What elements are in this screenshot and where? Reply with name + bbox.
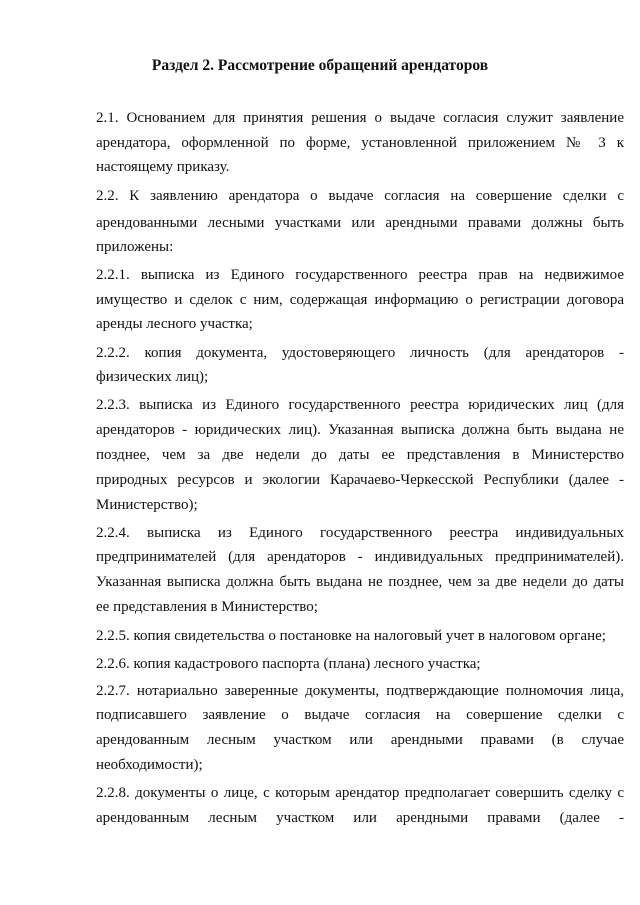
body-line: арендатора, оформленной по форме, установленной приложением № 3 к [96, 135, 624, 151]
body-line: арендаторов - юридических лиц). Указанная выписка должна быть выдана не [96, 422, 624, 438]
section-title: Раздел 2. Рассмотрение обращений арендаторов [151, 57, 489, 74]
body-line: имущество и сделок с ним, содержащая информацию о регистрации договора [96, 292, 624, 308]
body-line: подписавшего заявление о выдаче согласия на совершение сделки с [96, 707, 624, 723]
body-line: 2.2.8. документы о лице, с которым арендатор предполагает совершить сделку с [96, 785, 624, 801]
body-line: позднее, чем за две недели до даты ее представления в Министерство [96, 447, 624, 463]
body-line: 2.2. К заявлению арендатора о выдаче согласия на совершение сделки с [96, 188, 624, 204]
body-line: Министерство); [96, 497, 198, 513]
body-line: настоящему приказу. [96, 159, 230, 175]
body-line: природных ресурсов и экологии Карачаево-Черкесской Республики (далее - [96, 472, 624, 488]
body-line: физических лиц); [96, 369, 209, 385]
body-line: 2.2.4. выписка из Единого государственного реестра индивидуальных [96, 525, 624, 541]
body-line: приложены: [96, 239, 174, 255]
body-line: предпринимателей (для арендаторов - индивидуальных предпринимателей). [96, 549, 624, 565]
body-line: 2.2.5. копия свидетельства о постановке на налоговый учет в налоговом органе; [96, 628, 606, 644]
body-line: арендованным лесным участком или арендными правами (в случае [96, 732, 624, 748]
body-line: арендованным лесным участком или арендными правами (далее - [96, 810, 624, 826]
body-line: 2.2.3. выписка из Единого государственного реестра юридических лиц (для [96, 397, 624, 413]
body-line: ее представления в Министерство; [96, 599, 318, 615]
body-line: 2.2.1. выписка из Единого государственного реестра прав на недвижимое [96, 267, 624, 283]
body-line: 2.2.2. копия документа, удостоверяющего личность (для арендаторов - [96, 345, 624, 361]
body-line: необходимости); [96, 757, 203, 773]
body-line: аренды лесного участка; [96, 316, 253, 332]
body-line: Указанная выписка должна быть выдана не позднее, чем за две недели до даты [96, 574, 624, 590]
body-line: 2.2.7. нотариально заверенные документы, подтверждающие полномочия лица, [96, 683, 624, 699]
body-line: 2.2.6. копия кадастрового паспорта (плана) лесного участка; [96, 656, 481, 672]
body-line: арендованными лесными участками или арендными правами должны быть [96, 215, 624, 231]
body-line: 2.1. Основанием для принятия решения о выдаче согласия служит заявление [96, 110, 624, 126]
